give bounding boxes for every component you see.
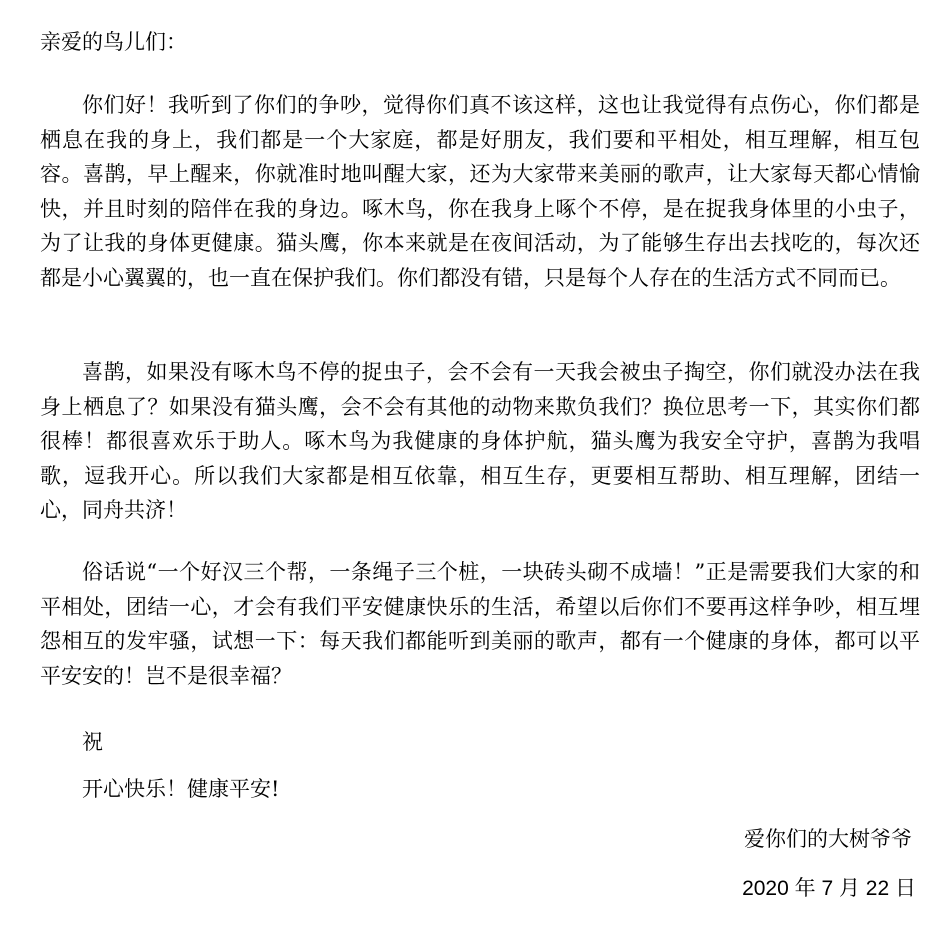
closing-word: 祝 (82, 730, 103, 754)
paragraph-1: 你们好！我听到了你们的争吵，觉得你们真不该这样，这也让我觉得有点伤心，你们都是栖息在我的身上，我们都是一个大家庭，都是好朋友，我们要和平相处，相互理解，相互包容。喜鹊，早上醒来，你就准时地叫醒大家，还为大家带来美丽的歌声，让大家每天都心情愉快，并且时刻的陪伴在我的身边。啄木鸟，你在我身上啄个不停，是在捉我身体里的小虫子，为了让我的身体更健康。猫头鹰，你本来就是在夜间活动，为了能够生存出去找吃的，每次还都是小心翼翼的，也一直在保护我们。你们都没有错，只是每个人存在的生活方式不同而已。 (40, 93, 920, 290)
salutation: 亲爱的鸟儿们： (40, 30, 187, 54)
signature: 爱你们的大树爷爷 (744, 827, 912, 851)
date: 2020 年 7 月 22 日 (742, 877, 916, 900)
paragraph-2: 喜鹊，如果没有啄木鸟不停的捉虫子，会不会有一天我会被虫子掏空，你们就没办法在我身上栖息了？如果没有猫头鹰，会不会有其他的动物来欺负我们？换位思考一下，其实你们都很棒！都很喜欢乐于助人。啄木鸟为我健康的身体护航，猫头鹰为我安全守护，喜鹊为我唱歌，逗我开心。所以我们大家都是相互依靠，相互生存，更要相互帮助、相互理解，团结一心，同舟共济！ (40, 360, 920, 522)
paragraph-3: 俗话说“一个好汉三个帮，一条绳子三个桩，一块砖头砌不成墙！”正是需要我们大家的和平相处，团结一心，才会有我们平安健康快乐的生活，希望以后你们不要再这样争吵，相互埋怨相互的发牢骚，试想一下：每天我们都能听到美丽的歌声，都有一个健康的身体，都可以平平安安的！岂不是很幸福？ (40, 560, 920, 688)
closing-wish: 开心快乐！健康平安! (82, 777, 280, 801)
